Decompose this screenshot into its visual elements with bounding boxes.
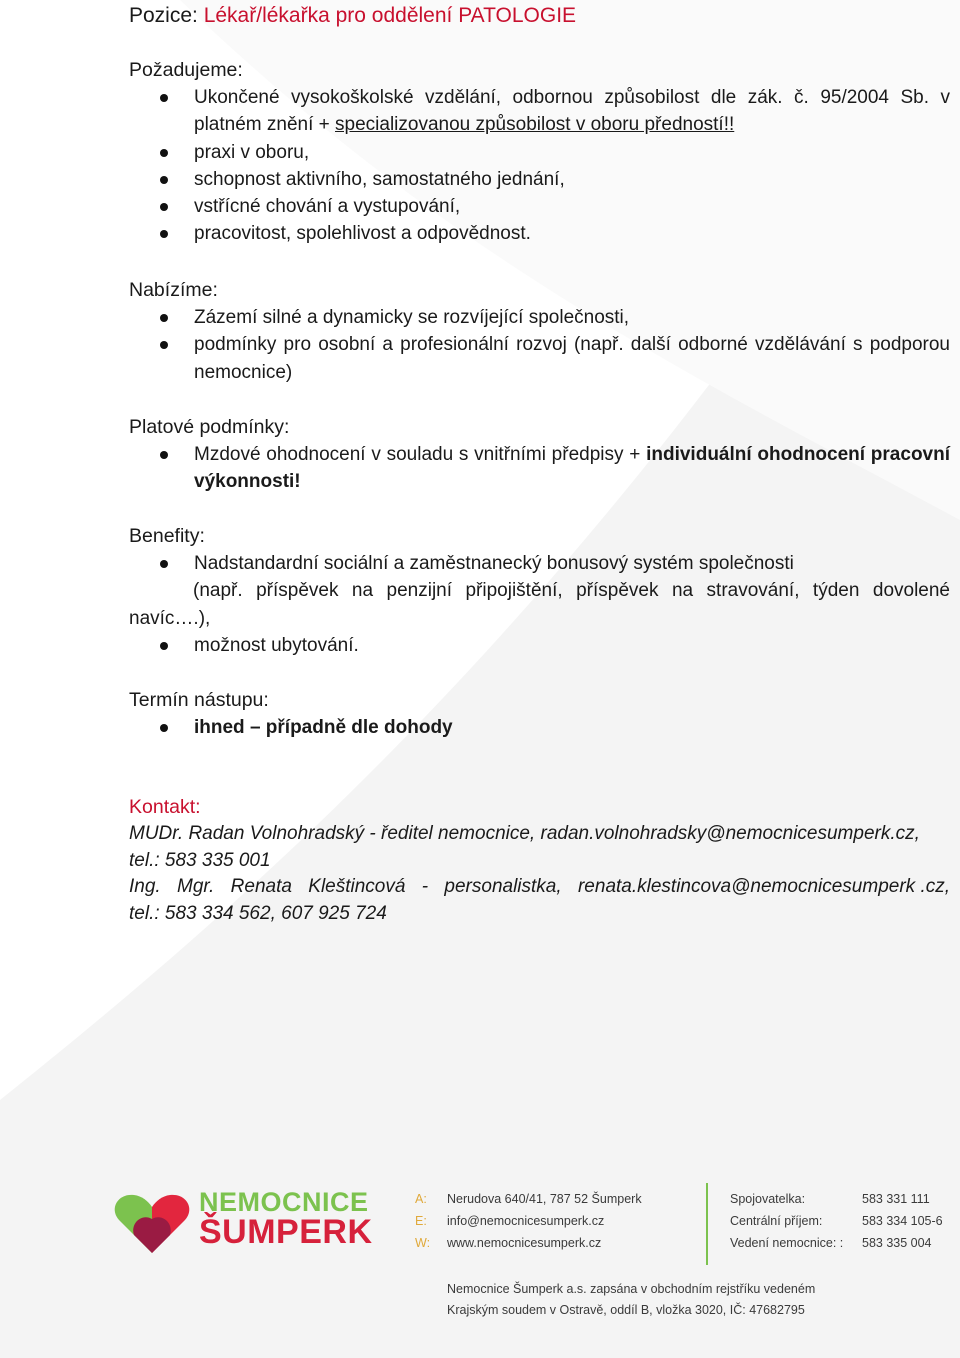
item-text: Zázemí silné a dynamicky se rozvíjející společnosti, (194, 307, 630, 328)
contact-email: renata.klestincova@nemocnicesumperk (577, 876, 916, 898)
list-item (129, 220, 950, 247)
address-key: A: (415, 1192, 427, 1206)
item-text: (např. příspěvek na penzijní připojištění, příspěvek na stravování, týden dovolené navíc….), (129, 580, 950, 629)
contact-word: Renata (230, 876, 292, 898)
contact-word: Mgr. (177, 876, 215, 898)
section-kontakt (129, 794, 950, 927)
heading-benefity: Benefity: (129, 525, 205, 547)
list-item (129, 139, 950, 166)
item-text: možnost ubytování. (194, 634, 359, 656)
bullet-icon (160, 176, 168, 184)
phone2-key: Centrální příjem: (730, 1214, 823, 1228)
list-item (129, 331, 950, 386)
heading-platove: Platové podmínky: (129, 416, 290, 438)
section-platove (129, 414, 950, 496)
item-text-bold: ihned – případně dle dohody (194, 717, 453, 738)
phone3-key: Vedení nemocnice: : (730, 1236, 844, 1250)
list-nastup (129, 714, 950, 741)
letterhead-footer (0, 1175, 960, 1335)
bullet-icon (160, 451, 168, 459)
item-text: Nadstandardní sociální a zaměstnanecký bonusový systém společnosti (194, 553, 794, 574)
web-value: www.nemocnicesumperk.cz (447, 1236, 602, 1250)
item-text-bold: individuální ohodnocení pracovní výkonnosti! (194, 444, 950, 493)
brand-line-1: NEMOCNICE (199, 1187, 369, 1217)
bullet-icon (160, 230, 168, 238)
email-value: info@nemocnicesumperk.cz (447, 1214, 605, 1228)
list-benefity-2 (129, 632, 950, 659)
item-text: podmínky pro osobní a profesionální rozvoj (např. další odborné vzdělávání s podporou nemocnice) (194, 334, 950, 383)
bullet-icon (160, 341, 168, 349)
list-pozadujeme (129, 84, 950, 248)
benefit-continuation (129, 577, 950, 632)
section-benefity (129, 523, 950, 659)
bullet-icon (160, 314, 168, 322)
item-text: praxi v oboru, (194, 141, 310, 163)
heading-kontakt: Kontakt: (129, 796, 201, 818)
list-platove (129, 441, 950, 496)
legal-line-2: Krajským soudem v Ostravě, oddíl B, vložka 3020, IČ: 47682795 (447, 1303, 805, 1317)
list-item (129, 441, 950, 496)
phone1-value: 583 331 111 (862, 1192, 930, 1206)
item-text: Ukončené vysokoškolské vzdělání, odbornou způsobilost dle zák. č. 95/2004 Sb. v platném znění + (194, 87, 950, 136)
list-item (129, 632, 950, 659)
bullet-icon (160, 560, 168, 568)
bullet-icon (160, 94, 168, 102)
section-nabizime (129, 277, 950, 386)
contact-word: Ing. (129, 876, 161, 898)
item-text: Mzdové ohodnocení v souladu s vnitřními předpisy + (194, 444, 647, 465)
web-key: W: (415, 1236, 431, 1250)
list-benefity (129, 550, 950, 577)
divider (706, 1183, 708, 1265)
phone1-key: Spojovatelka: (730, 1192, 806, 1206)
contact-line: tel.: 583 335 001 (129, 849, 271, 871)
email-key: E: (415, 1214, 427, 1228)
page-title (129, 4, 576, 28)
list-item (129, 550, 950, 577)
contact-line: tel.: 583 334 562, 607 925 724 (129, 902, 387, 924)
title-prefix: Pozice: (129, 4, 204, 27)
address-value: Nerudova 640/41, 787 52 Šumperk (447, 1192, 642, 1206)
section-nastup (129, 687, 950, 741)
list-item (129, 304, 950, 331)
phone2-value: 583 334 105-6 (862, 1214, 943, 1228)
legal-line-1: Nemocnice Šumperk a.s. zapsána v obchodním rejstříku vedeném (447, 1282, 816, 1296)
section-pozadujeme (129, 57, 950, 248)
item-text: pracovitost, spolehlivost a odpovědnost. (194, 223, 531, 245)
list-item (129, 714, 950, 741)
list-nabizime (129, 304, 950, 386)
item-text: vstřícné chování a vystupování, (194, 196, 461, 218)
contact-word: personalistka, (444, 876, 562, 898)
contact-word: .cz, (920, 876, 950, 898)
list-item (129, 193, 950, 220)
phone3-value: 583 335 004 (862, 1236, 932, 1250)
brand-line-2: ŠUMPERK (199, 1213, 373, 1251)
bullet-icon (160, 642, 168, 650)
heading-pozadujeme: Požadujeme: (129, 59, 243, 81)
contact-word: Kleštincová (308, 876, 406, 898)
bullet-icon (160, 149, 168, 157)
bullet-icon (160, 203, 168, 211)
heading-nastup: Termín nástupu: (129, 689, 269, 711)
contact-line (129, 874, 950, 901)
item-text-underlined: specializovanou způsobilost v oboru předností!! (335, 114, 735, 136)
heading-nabizime: Nabízíme: (129, 279, 218, 301)
title-position: Lékař/lékařka pro oddělení PATOLOGIE (203, 4, 577, 27)
item-text: schopnost aktivního, samostatného jednání, (194, 168, 565, 190)
bullet-icon (160, 724, 168, 732)
hospital-heart-logo-icon (112, 1191, 192, 1257)
list-item (129, 166, 950, 193)
list-item (129, 84, 950, 139)
contact-word: - (421, 876, 429, 898)
contact-line: MUDr. Radan Volnohradský - ředitel nemocnice, radan.volnohradsky@nemocnicesumperk.cz, (129, 823, 920, 844)
